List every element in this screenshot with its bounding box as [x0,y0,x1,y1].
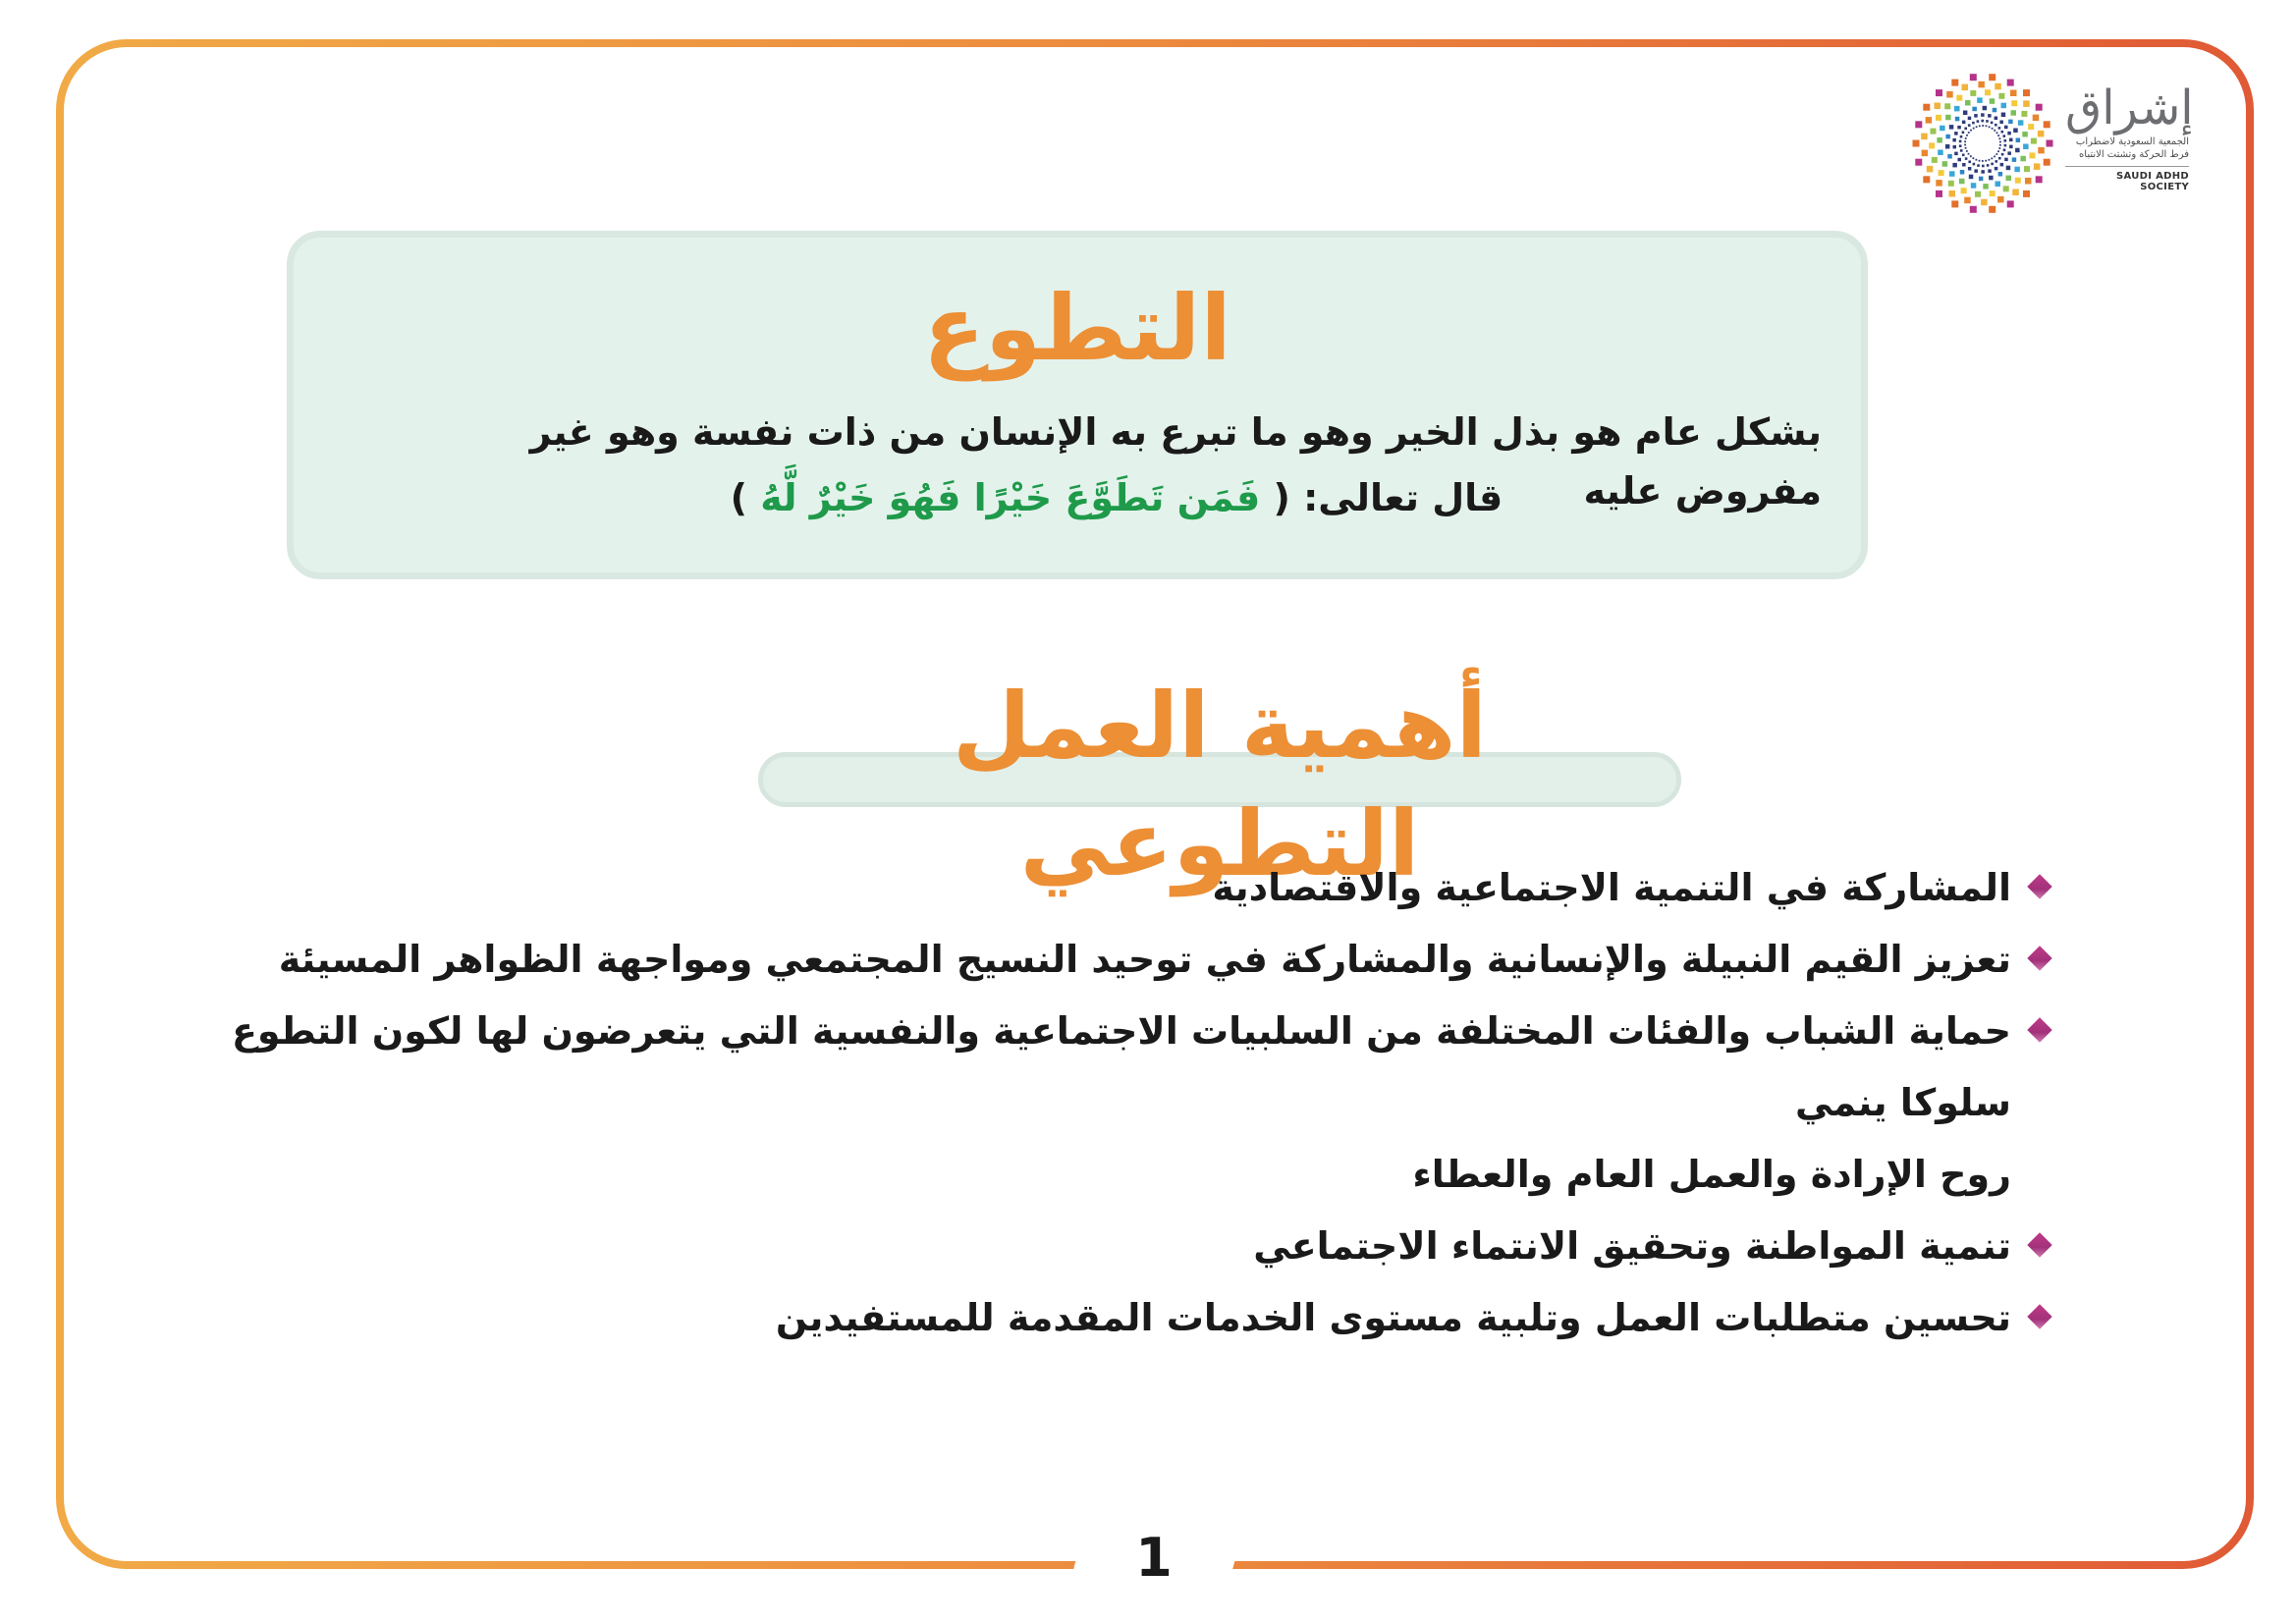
list-item-text: تعزيز القيم النبيلة والإنسانية والمشاركة في توحيد النسيج المجتمعي ومواجهة الظواهر المسيئة [278,938,2011,981]
list-item [192,1282,2058,1354]
definition-card [287,231,1868,579]
saudi-adhd-society-logo [1910,71,2195,218]
list-item [192,996,2058,1211]
diamond-bullet-icon [2027,874,2051,898]
diamond-bullet-icon [2027,1232,2051,1257]
list-item-continuation: روح الإرادة والعمل العام والعطاء [1412,1153,2011,1196]
quote-verse: فَمَن تَطَوَّعَ خَيْرًا فَهُوَ خَيْرٌ لَّهُ [747,476,1274,519]
dotted-sunburst-logo-icon [1910,71,2055,216]
diamond-bullet-icon [2027,946,2051,970]
logo-divider [2065,166,2189,167]
logo-text [2065,81,2194,192]
quote-intro: قال تعالى: ( [1273,476,1503,519]
definition-text: بشكل عام هو بذل الخير وهو ما تبرع به الإنسان من ذات نفسة وهو غير مفروض عليه [529,410,1822,513]
card-title: التطوع [923,276,1231,381]
list-item-text: المشاركة في التنمية الاجتماعية والاقتصادية [1212,866,2011,909]
list-item-text: تنمية المواطنة وتحقيق الانتماء الاجتماعي [1253,1224,2011,1268]
page-number: 1 [1135,1527,1173,1589]
logo-name: إشراق [2065,81,2194,135]
importance-list [192,852,2058,1354]
quran-quote [294,468,1861,527]
list-item-text: تحسين متطلبات العمل وتلبية مستوى الخدمات المقدمة للمستفيدين [775,1296,2011,1339]
logo-english: SAUDI ADHD SOCIETY [2116,171,2189,192]
section-title: أهمية العمل التطوعي [952,674,1488,896]
diamond-bullet-icon [2027,1017,2051,1042]
list-item-text: حماية الشباب والفئات المختلفة من السلبيات الاجتماعية والنفسية التي يتعرضون لها لكون التطوع سلوكا ينمي [231,1009,2011,1124]
list-item [192,924,2058,996]
list-item [192,1211,2058,1282]
logo-arabic-line-2: فرط الحركة وتشتت الانتباه [2079,149,2189,160]
logo-arabic-line-1: الجمعية السعودية لاضطراب [2075,136,2189,147]
diamond-bullet-icon [2027,1304,2051,1328]
list-item [192,852,2058,924]
quote-close: ) [730,476,748,519]
